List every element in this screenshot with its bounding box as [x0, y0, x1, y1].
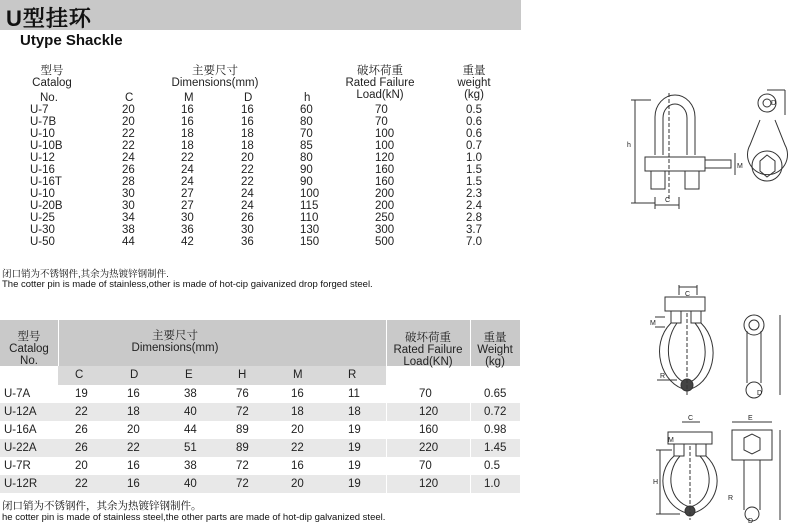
t2-cell-c: 26: [75, 424, 88, 436]
t1-dim-en: Dimensions(mm): [171, 77, 259, 89]
t1-cell-load: 200: [375, 200, 395, 212]
t2-cell-h: 89: [236, 442, 249, 454]
t1-cell-m: 18: [181, 128, 194, 140]
t1-weight-header: [448, 65, 500, 101]
t2-divider: [386, 320, 387, 494]
d3-m-label: M: [668, 437, 674, 444]
t2-dim-header: [120, 330, 230, 354]
t2-cell-c: 22: [75, 406, 88, 418]
d2-d-label: D: [757, 390, 763, 397]
t1-col-h: h: [304, 92, 311, 104]
t1-cell-load: 300: [375, 224, 395, 236]
t2-col-r: R: [348, 369, 357, 381]
t1-cell-d: 16: [241, 116, 254, 128]
t1-cell-d: 36: [241, 236, 254, 248]
t1-cell-catalog: U-50: [30, 236, 55, 248]
t1-cell-d: 18: [241, 128, 254, 140]
t2-cell-r: 19: [348, 424, 361, 436]
t2-cell-c: 26: [75, 442, 88, 454]
t1-cell-catalog: U-16T: [30, 176, 62, 188]
t1-cell-load: 100: [375, 140, 395, 152]
t1-cell-h: 115: [300, 200, 319, 212]
d1-m-label: M: [737, 163, 743, 170]
t2-note-cn: 闭口销为不锈钢件，其余为热镀锌钢制件。: [2, 500, 202, 512]
t1-cell-c: 44: [122, 236, 135, 248]
t2-cell-load: 120: [419, 478, 439, 490]
t2-cell-load: 220: [419, 442, 439, 454]
t1-cell-c: 22: [122, 128, 135, 140]
t1-cell-m: 24: [181, 176, 194, 188]
t2-cell-h: 72: [236, 406, 249, 418]
t2-dim-en: Dimensions(mm): [131, 342, 219, 354]
t2-cell-d: 16: [127, 478, 140, 490]
t1-load-en2: Load(kN): [356, 89, 404, 101]
t2-cell-e: 51: [184, 442, 197, 454]
t1-cell-catalog: U-25: [30, 212, 55, 224]
t1-weight-cn: 重量: [462, 65, 486, 77]
t2-cell-weight: 1.45: [484, 442, 507, 454]
t2-cell-weight: 0.72: [484, 406, 507, 418]
t1-cell-c: 30: [122, 188, 135, 200]
t1-note-cn: 闭口销为不锈钢件,其余为热镀锌钢制件.: [2, 269, 169, 280]
t1-col-c: C: [125, 92, 134, 104]
t1-weight-en: weight: [457, 77, 491, 89]
t2-cell-h: 72: [236, 460, 249, 472]
t1-load-cn: 破坏荷重: [357, 65, 403, 77]
t2-cell-m: 22: [291, 442, 304, 454]
t2-cell-catalog: U-22A: [4, 442, 37, 454]
t2-load-en2: Load(KN): [403, 356, 453, 368]
t1-cell-weight: 0.6: [466, 128, 482, 140]
t2-cell-e: 44: [184, 424, 197, 436]
t2-table-row: [0, 457, 520, 475]
t2-cell-m: 16: [291, 460, 304, 472]
t1-cell-c: 30: [122, 200, 135, 212]
t1-cell-load: 120: [375, 152, 395, 164]
t1-cell-h: 100: [300, 188, 320, 200]
t1-cell-c: 28: [122, 176, 135, 188]
t2-cell-d: 22: [127, 442, 140, 454]
t1-cell-catalog: U-20B: [30, 200, 63, 212]
t1-cell-weight: 1.5: [466, 176, 482, 188]
d3-d-label: D: [748, 518, 754, 524]
d3-e-label: E: [748, 415, 753, 422]
t2-divider: [470, 320, 471, 494]
t2-weight-cn: 重量: [483, 332, 507, 344]
t1-cell-d: 22: [241, 164, 254, 176]
d1-d-label: D: [771, 100, 777, 107]
t1-cell-c: 26: [122, 164, 135, 176]
t2-table-row: [0, 385, 520, 403]
t1-cell-weight: 0.5: [466, 104, 482, 116]
t1-cell-catalog: U-7: [30, 104, 49, 116]
t1-cell-h: 80: [300, 116, 313, 128]
d3-c-label: C: [688, 415, 694, 422]
t1-cell-m: 36: [181, 224, 194, 236]
t2-cell-load: 160: [419, 424, 439, 436]
t2-note-en: he cotter pin is made of stainless steel,the other parts are made of hot-dip galvanized steel.: [2, 512, 386, 523]
t2-col-e: E: [185, 369, 193, 381]
t2-catalog-en: Catalog: [9, 343, 49, 355]
t1-cell-d: 26: [241, 212, 254, 224]
t1-cell-load: 70: [375, 116, 388, 128]
t1-cell-d: 30: [241, 224, 254, 236]
t1-cell-weight: 1.5: [466, 164, 482, 176]
t1-cell-weight: 2.4: [466, 200, 482, 212]
t1-cell-h: 60: [300, 104, 313, 116]
title-bar: [0, 0, 521, 30]
t2-catalog-cn: 型号: [17, 331, 41, 343]
t2-cell-m: 20: [291, 478, 304, 490]
d2-c-label: C: [685, 291, 691, 298]
t1-cell-c: 20: [122, 116, 135, 128]
t2-cell-m: 18: [291, 406, 304, 418]
t2-cell-load: 120: [419, 406, 439, 418]
t2-cell-weight: 0.65: [484, 388, 507, 400]
t1-cell-m: 16: [181, 116, 194, 128]
t2-cell-r: 11: [348, 388, 360, 400]
t1-cell-m: 16: [181, 104, 194, 116]
t2-cell-catalog: U-16A: [4, 424, 37, 436]
t1-cell-load: 500: [375, 236, 395, 248]
t1-note-en: The cotter pin is made of stainless,other is made of hot-cip gaivanized drop forged steel.: [2, 279, 373, 290]
t2-col-h: H: [238, 369, 247, 381]
t2-col-d: D: [130, 369, 139, 381]
t2-table-row: [0, 439, 520, 457]
t2-cell-c: 22: [75, 478, 88, 490]
t1-cell-h: 110: [300, 212, 319, 224]
t1-cell-d: 16: [241, 104, 254, 116]
t1-catalog-cn: 型号: [40, 65, 64, 77]
t1-col-m: M: [184, 92, 194, 104]
t2-cell-load: 70: [419, 388, 432, 400]
t2-cell-c: 20: [75, 460, 88, 472]
t2-weight-en: Weight: [477, 344, 513, 356]
t1-cell-weight: 0.7: [466, 140, 482, 152]
d3-h-label: H: [653, 479, 659, 486]
t1-cell-weight: 1.0: [466, 152, 482, 164]
t1-cell-c: 34: [122, 212, 135, 224]
t2-cell-catalog: U-12R: [4, 478, 38, 490]
d1-h-label: h: [627, 142, 631, 149]
t2-table-row: [0, 475, 520, 493]
t1-catalog-en: Catalog: [32, 77, 72, 89]
t2-subheader-band: [58, 366, 386, 385]
t1-cell-catalog: U-16: [30, 164, 55, 176]
t2-table-row: [0, 421, 520, 439]
t2-cell-r: 19: [348, 478, 361, 490]
t1-cell-catalog: U-30: [30, 224, 55, 236]
d2-r-label: R: [660, 373, 666, 380]
t2-cell-d: 18: [127, 406, 140, 418]
page-title: U型挂环: [6, 6, 92, 31]
t1-cell-d: 24: [241, 200, 254, 212]
shackle-drawing-1: [615, 85, 800, 215]
t2-cell-catalog: U-7R: [4, 460, 31, 472]
t1-cell-catalog: U-10: [30, 188, 55, 200]
t1-dim-cn: 主要尺寸: [192, 65, 238, 77]
t1-cell-c: 24: [122, 152, 135, 164]
t2-cell-e: 38: [184, 388, 197, 400]
t2-cell-weight: 1.0: [484, 478, 500, 490]
t1-col-d: D: [244, 92, 253, 104]
t2-cell-catalog: U-7A: [4, 388, 31, 400]
t1-cell-d: 22: [241, 176, 254, 188]
t1-cell-load: 100: [375, 128, 395, 140]
t1-cell-d: 18: [241, 140, 254, 152]
t1-cell-weight: 2.8: [466, 212, 482, 224]
t1-weight-unit: (kg): [464, 89, 484, 101]
t2-dim-cn: 主要尺寸: [152, 330, 198, 342]
t1-cell-h: 85: [300, 140, 313, 152]
t2-cell-h: 76: [236, 388, 249, 400]
t1-cell-m: 18: [181, 140, 194, 152]
t1-dim-header: [160, 65, 270, 89]
t1-cell-m: 27: [181, 200, 194, 212]
t1-cell-m: 27: [181, 188, 194, 200]
t2-load-header: [386, 332, 470, 368]
t2-cell-weight: 0.98: [484, 424, 507, 436]
t1-catalog-header: [22, 65, 82, 89]
t1-cell-load: 160: [375, 164, 395, 176]
t2-cell-catalog: U-12A: [4, 406, 37, 418]
t2-cell-e: 40: [184, 406, 197, 418]
t1-cell-weight: 2.3: [466, 188, 482, 200]
t1-cell-d: 20: [241, 152, 254, 164]
shackle-drawing-3: [640, 410, 800, 524]
t2-cell-d: 16: [127, 460, 140, 472]
t2-catalog-no: No.: [20, 355, 38, 367]
t1-cell-h: 90: [300, 164, 313, 176]
t1-cell-load: 70: [375, 104, 388, 116]
t2-cell-h: 89: [236, 424, 249, 436]
t2-divider: [58, 320, 59, 366]
t1-cell-weight: 3.7: [466, 224, 482, 236]
t2-col-c: C: [75, 369, 84, 381]
t2-cell-e: 40: [184, 478, 197, 490]
t1-cell-h: 70: [300, 128, 313, 140]
t2-cell-r: 18: [348, 406, 361, 418]
t1-cell-weight: 0.6: [466, 116, 482, 128]
t2-col-m: M: [293, 369, 303, 381]
t2-weight-header: [470, 332, 520, 368]
t2-cell-d: 16: [127, 388, 140, 400]
t1-cell-d: 24: [241, 188, 254, 200]
t1-cell-c: 22: [122, 140, 135, 152]
t1-cell-m: 42: [181, 236, 194, 248]
t1-col-no: No.: [40, 92, 58, 104]
t1-cell-weight: 7.0: [466, 236, 482, 248]
t2-weight-unit: (kg): [485, 356, 505, 368]
t2-cell-m: 16: [291, 388, 304, 400]
t2-table-row: [0, 403, 520, 421]
t1-cell-m: 30: [181, 212, 194, 224]
t1-cell-h: 80: [300, 152, 313, 164]
d1-c-label: C: [665, 197, 671, 204]
t1-load-en1: Rated Failure: [345, 77, 415, 89]
t1-cell-catalog: U-12: [30, 152, 55, 164]
t1-cell-h: 90: [300, 176, 313, 188]
t1-cell-c: 38: [122, 224, 135, 236]
t1-cell-h: 150: [300, 236, 320, 248]
t1-cell-load: 250: [375, 212, 395, 224]
t2-cell-d: 20: [127, 424, 140, 436]
t1-cell-load: 160: [375, 176, 395, 188]
t2-load-cn: 破坏荷重: [405, 332, 451, 344]
t2-cell-r: 19: [348, 460, 361, 472]
t2-cell-load: 70: [419, 460, 432, 472]
d3-r-label: R: [728, 495, 734, 502]
d2-m-label: M: [650, 320, 656, 327]
shackle-drawing-2: [635, 285, 800, 405]
t2-load-en1: Rated Failure: [393, 344, 463, 356]
t1-cell-catalog: U-10B: [30, 140, 63, 152]
t2-cell-weight: 0.5: [484, 460, 500, 472]
t1-cell-catalog: U-7B: [30, 116, 57, 128]
t1-cell-m: 24: [181, 164, 194, 176]
t2-catalog-header: [2, 331, 56, 367]
t1-cell-m: 22: [181, 152, 194, 164]
t1-cell-load: 200: [375, 188, 395, 200]
t2-cell-r: 19: [348, 442, 361, 454]
t1-cell-catalog: U-10: [30, 128, 55, 140]
t2-cell-e: 38: [184, 460, 197, 472]
t1-load-header: [335, 65, 425, 101]
t2-cell-m: 20: [291, 424, 304, 436]
t1-cell-c: 20: [122, 104, 135, 116]
t1-cell-h: 130: [300, 224, 320, 236]
t2-cell-h: 72: [236, 478, 249, 490]
t2-cell-c: 19: [75, 388, 88, 400]
page-subtitle: Utype Shackle: [20, 32, 123, 49]
